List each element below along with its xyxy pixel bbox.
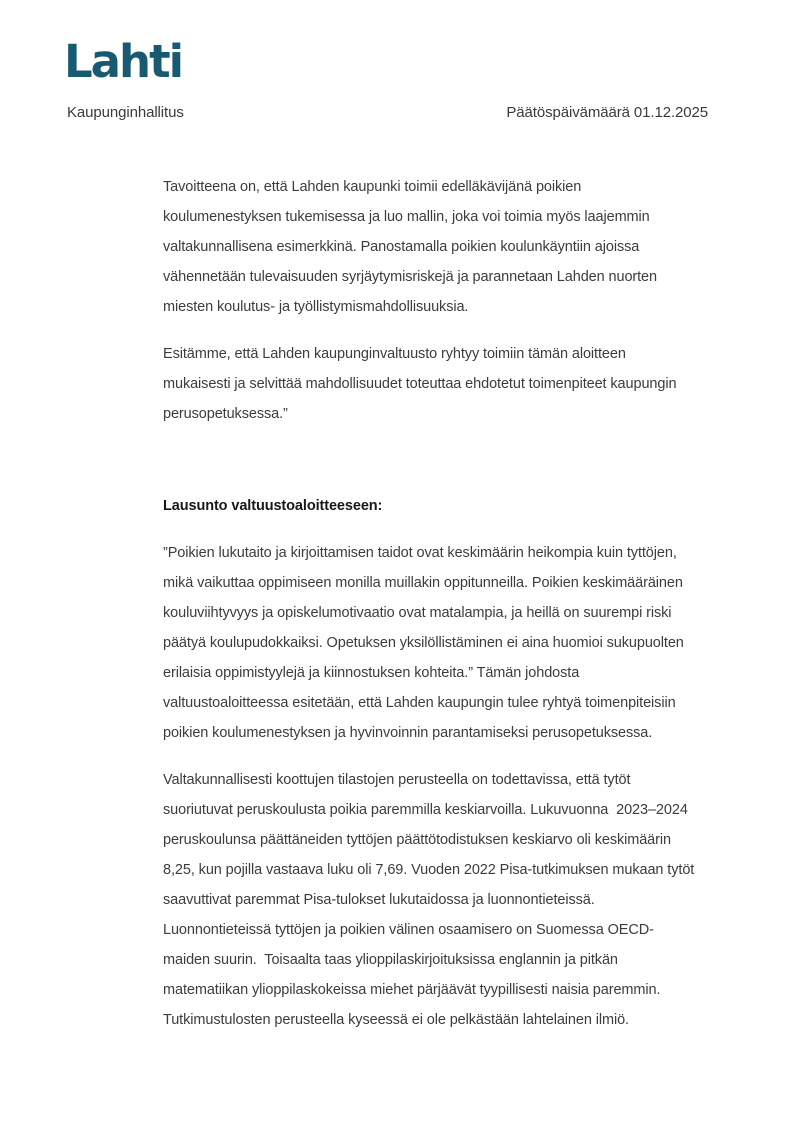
section-heading: Lausunto valtuustoaloitteeseen: [163,498,383,514]
body-text-line: mukaisesti ja selvittää mahdollisuudet toteuttaa ehdotetut toimenpiteet kaupungin [163,376,677,392]
body-text-line: Tutkimustulosten perusteella kyseessä ei ole pelkästään lahtelainen ilmiö. [163,1012,629,1028]
body-paragraph [163,538,763,748]
body-text-line: miesten koulutus- ja työllistymismahdollisuuksia. [163,299,469,315]
body-text-line: saavuttivat paremmat Pisa-tulokset lukutaidossa ja luonnontieteissä. [163,892,595,908]
body-text-line: ”Poikien lukutaito ja kirjoittamisen taidot ovat keskimäärin heikompia kuin tyttöjen, [163,545,677,561]
body-text-line: Tavoitteena on, että Lahden kaupunki toimii edelläkävijänä poikien [163,179,582,195]
document-header [67,102,708,124]
decision-date: Päätöspäivämäärä 01.12.2025 [506,104,708,121]
body-text-line: koulumenestyksen tukemisessa ja luo mallin, joka voi toimia myös laajemmin [163,209,650,225]
body-text-line: mikä vaikuttaa oppimiseen monilla muillakin oppitunneilla. Poikien keskimääräinen [163,575,683,591]
body-text-line: poikien koulumenestyksen ja hyvinvoinnin parantamiseksi perusopetuksessa. [163,725,653,741]
body-text-line: Valtakunnallisesti koottujen tilastojen perusteella on todettavissa, että tytöt [163,772,631,788]
body-text-line: kouluviihtyvyys ja opiskelumotivaatio ovat matalampia, ja heillä on suurempi riski [163,605,672,621]
body-text-line: valtakunnallisena esimerkkinä. Panostamalla poikien koulunkäyntiin ajoissa [163,239,640,255]
body-text-line: matematiikan ylioppilaskokeissa miehet pärjäävät tyypillisesti naisia paremmin. [163,982,661,998]
body-paragraph [163,172,763,322]
body-text-line: maiden suurin. Toisaalta taas ylioppilaskirjoituksissa englannin ja pitkän [163,952,618,968]
body-text-line: 8,25, kun pojilla vastaava luku oli 7,69. Vuoden 2022 Pisa-tutkimuksen mukaan tytöt [163,862,695,878]
body-text-line: perusopetuksessa.” [163,406,288,422]
body-text-line: vähennetään tulevaisuuden syrjäytymisriskejä ja parannetaan Lahden nuorten [163,269,657,285]
body-paragraph [163,339,763,429]
body-text-line: valtuustoaloitteessa esitetään, että Lahden kaupungin tulee ryhtyä toimenpiteisiin [163,695,676,711]
body-paragraph [163,765,763,1035]
body-text-line: suoriutuvat peruskoulusta poikia paremmilla keskiarvoilla. Lukuvuonna 2023–2024 [163,802,688,818]
body-text-line: erilaisia oppimistyylejä ja kiinnostuksen kohteita.” Tämän johdosta [163,665,580,681]
body-text-line: peruskoulunsa päättäneiden tyttöjen päättötodistuksen keskiarvo oli keskimäärin [163,832,671,848]
document-body [163,172,763,1035]
body-text-line: Luonnontieteissä tyttöjen ja poikien välinen osaamisero on Suomessa OECD- [163,922,654,938]
lahti-city-logo: Lahti [64,35,183,88]
body-text-line: Esitämme, että Lahden kaupunginvaltuusto ryhtyy toimiin tämän aloitteen [163,346,626,362]
committee-name: Kaupunginhallitus [67,104,184,121]
body-text-line: päätyä koulupudokkaiksi. Opetuksen yksilöllistäminen ei aina huomioi sukupuolten [163,635,684,651]
